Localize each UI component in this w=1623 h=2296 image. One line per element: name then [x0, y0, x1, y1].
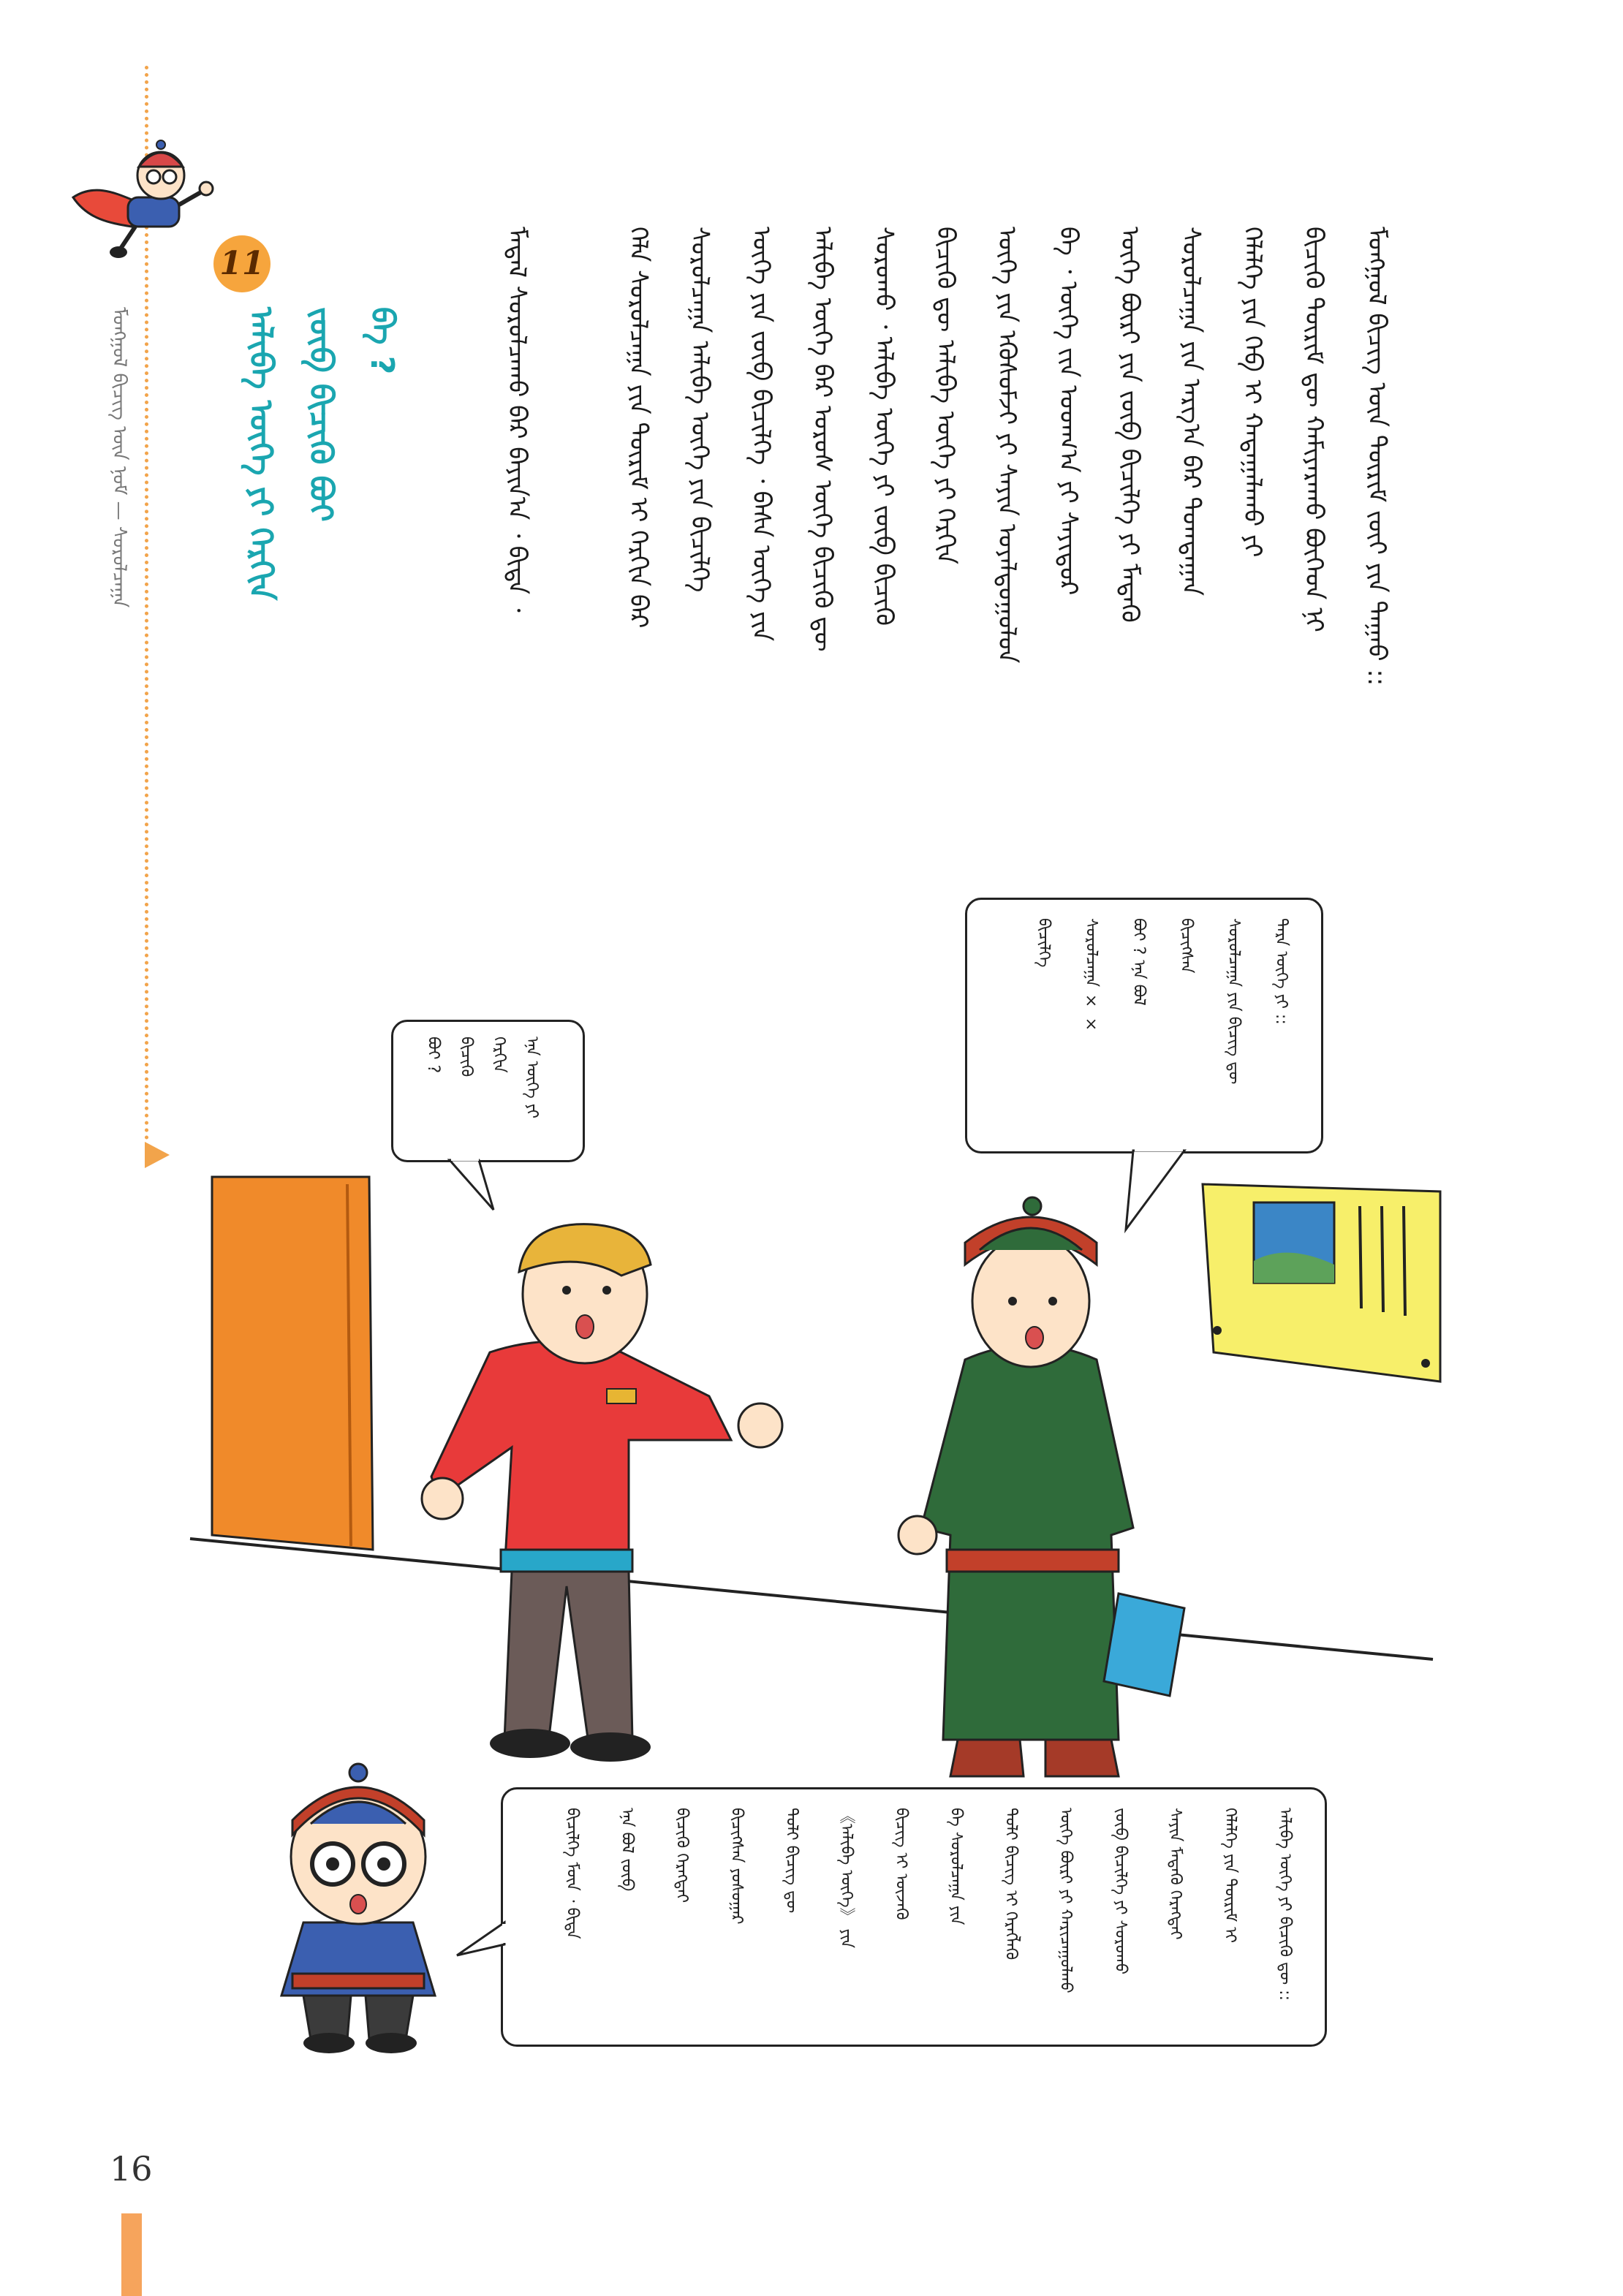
bubble-tail — [1119, 1149, 1199, 1237]
page-tab-marker — [121, 2213, 142, 2296]
lesson-title-line-1: ᠠᠯᠢᠪᠠ ᠦᠭᠡ ᠶᠢ ᠬᠡᠷᠬᠢᠨ — [242, 307, 279, 601]
bubble-line: ᠬᠡᠯᠡᠯᠭᠡ ᠶᠢᠨ ᠳᠦᠷᠢᠮ ᠢ — [1221, 1808, 1239, 1944]
bubble-tail — [453, 1915, 506, 1974]
speech-bubble-bottom — [501, 1787, 1327, 2047]
bubble-line: ᠪᠤᠢ ? — [424, 1037, 442, 1074]
bubble-line: ᠪᠢᠴᠢᠭᠰᠡᠨ — [1177, 918, 1195, 974]
body-column: ᠦᠭᠡ ᠪᠦᠷᠢ ᠶᠢᠨ ᠵᠥᠪ ᠪᠢᠴᠢᠯᠭᠡ ᠶᠢ ᠮᠡᠳᠡᠬᠦ — [1115, 227, 1144, 623]
lesson-title-line-3: ᠪᠡ ? — [363, 307, 401, 375]
body-column: ᠰᠤᠷᠤᠯᠴᠠᠭᠠ ᠠᠯᠢᠪᠠ ᠦᠭᠡ ᠶᠢᠨ ᠪᠢᠴᠢᠯᠭᠡ — [685, 227, 714, 593]
bubble-line: ᠰᠤᠷᠤᠯᠴᠠᠭᠠ × × — [1082, 918, 1100, 1034]
body-column: ᠪᠠ ᠂ ᠦᠭᠡ ᠵᠢᠨ ᠤᠳᠬ᠎ᠠ ᠶᠢ ᠰᠠᠶᠢᠲᠤᠷ — [1053, 227, 1083, 596]
bubble-line: ᠲᠣᠯᠢ ᠪᠢᠴᠢᠭ ᠢ ᠬᠡᠷᠡᠭᠯᠡᠬᠦ — [1002, 1808, 1020, 1960]
bubble-line: ᠬᠡᠷᠬᠢᠨ — [490, 1037, 508, 1073]
bubble-line: ᠲᠣᠯᠢ ᠪᠢᠴᠢᠭ ᠳᠦ — [782, 1808, 801, 1914]
speech-bubble-right — [965, 898, 1323, 1153]
bubble-line: ᠡᠨᠡ ᠪᠣᠯ ᠵᠥᠪ — [618, 1808, 636, 1892]
bubble-line: ᠰᠠᠶᠢᠨ ᠮᠡᠳᠡᠬᠦ ᠬᠡᠷᠡᠭᠲᠡᠢ — [1166, 1808, 1184, 1940]
body-column: ᠦᠭᠡ ᠶᠢᠨ ᠡᠭᠦᠰᠦᠮᠵᠢ ᠶᠢ ᠰᠠᠶᠢᠨ ᠤᠶᠠᠯᠳᠤᠭᠤᠯᠤᠨ — [992, 227, 1021, 664]
body-column: ᠰᠤᠷᠤᠯᠴᠠᠭᠠ ᠶᠢᠨ ᠠᠷᠭ᠎ᠠ ᠪᠠᠷ ᠲᠣᠭᠲᠠᠭᠠᠨ — [1176, 227, 1206, 596]
body-column: ᠦᠭᠡ ᠶᠢᠨ ᠵᠥᠪ ᠪᠢᠴᠢᠯᠭᠡ ᠂ ᠪᠠᠰᠠ ᠦᠭᠡ ᠶᠢᠨ — [746, 227, 776, 642]
bubble-line: ᠪᠠ ᠰᠤᠷᠤᠯᠴᠠᠭᠠ ᠶᠢᠨ — [947, 1808, 965, 1925]
body-column: ᠬᠡᠯᠡᠯᠭᠡ ᠶᠢᠨ ᠬᠡᠪ ᠢ ᠬᠠᠳᠠᠭᠠᠯᠠᠬᠤ ᠶᠢ — [1238, 227, 1267, 558]
bubble-line: ᠵᠥᠪ ᠪᠢᠴᠢᠯᠭᠡ ᠶᠢ ᠰᠤᠷᠤᠬᠤ — [1111, 1808, 1130, 1975]
boy-with-glasses-icon — [260, 1754, 457, 2061]
bubble-tail — [439, 1159, 512, 1217]
bubble-line: ᠠᠯᠢᠪᠠ ᠦᠭᠡ ᠶᠢ ᠪᠢᠴᠢᠬᠦ ᠳᠦ :: — [1276, 1808, 1294, 2001]
scene-illustration — [197, 1162, 1455, 1776]
body-column: ᠰᠤᠷᠤᠬᠤ ᠂ ᠠᠯᠢᠪᠠ ᠦᠭᠡ ᠶᠢ ᠵᠥᠪ ᠪᠢᠴᠢᠬᠦ — [869, 227, 898, 626]
bubble-line: ᠦᠭᠡ ᠪᠦᠷᠢ ᠶᠢ ᠬᠠᠷᠢᠴᠠᠭᠤᠯᠬᠤ — [1056, 1808, 1075, 1993]
body-column: ᠮᠡᠳᠡᠯ ᠰᠤᠷᠤᠯᠴᠠᠬᠤ ᠪᠡᠷ ᠪᠠᠶᠢᠨ᠎ᠠ ᠂ ᠪᠢᠳᠡ ᠂ — [502, 227, 531, 613]
bubble-line: ᠪᠤᠢ ? ᠡᠨᠡ ᠪᠣᠯ — [1130, 918, 1148, 1006]
divider-arrow-icon — [145, 1142, 170, 1168]
body-column: ᠬᠡᠯᠡ ᠰᠤᠷᠤᠯᠴᠠᠭᠠ ᠶᠢᠨ ᠳᠦᠷᠢᠮ ᠢ ᠬᠡᠷᠬᠢᠨ ᠪᠠᠷ — [624, 227, 653, 629]
page-number: 16 — [110, 2149, 153, 2189]
bubble-line: ᠰᠤᠷᠤᠯᠴᠠᠭᠠ ᠶᠢᠨ ᠪᠢᠴᠢᠭ ᠳᠦ — [1225, 918, 1243, 1085]
bubble-line: ᠪᠢᠴᠢᠭ ᠢ ᠦᠵᠡᠬᠦ — [892, 1808, 910, 1920]
lesson-title-line-2: ᠵᠥᠪ ᠪᠢᠴᠢᠬᠦ ᠪᠤᠢ — [302, 307, 339, 522]
body-column: ᠮᠣᠩᠭᠣᠯ ᠪᠢᠴᠢᠭ ᠦᠨ ᠳᠦᠷᠢᠮ ᠵᠦᠢ ᠶᠢᠨ ᠳᠠᠭᠠᠤ :: — [1362, 227, 1391, 686]
bubble-line: ᠪᠢᠴᠢᠭᠰᠡᠨ ᠶᠣᠰᠣᠭᠠᠷ — [727, 1808, 746, 1925]
bubble-line: ᠪᠢᠴᠢᠬᠦ — [457, 1037, 475, 1077]
flying-mascot-icon — [66, 132, 219, 270]
body-column: ᠪᠢᠴᠢᠬᠦ ᠳᠦ ᠠᠯᠢᠪᠠ ᠦᠭᠡ ᠶᠢ ᠬᠡᠷᠬᠢᠨ — [931, 227, 960, 565]
man-in-green-robe-icon — [877, 1184, 1199, 1784]
bubble-line: ᠲᠡᠷᠡ ᠦᠭᠡ ᠶᠢ :: — [1272, 918, 1290, 1025]
bubble-line: ᠡᠨᠡ ᠦᠭᠡ ᠶᠢ — [523, 1037, 541, 1119]
body-column: ᠪᠢᠴᠢᠬᠦ ᠳᠦᠷᠢᠮ ᠳᠦ ᠬᠠᠮᠢᠶᠠᠷᠠᠬᠤ ᠪᠥᠭᠡᠳ ᠨᠢ — [1299, 227, 1328, 632]
speech-bubble-left — [391, 1020, 585, 1162]
bubble-line: 《ᠠᠯᠢᠪᠠ ᠦᠭᠡ》 ᠶᠢᠨ — [837, 1808, 855, 1949]
man-in-red-shirt-icon — [409, 1206, 804, 1762]
lesson-number-badge: 11 — [213, 235, 270, 292]
bubble-line: ᠪᠢᠴᠢᠯᠭᠡ — [1034, 918, 1053, 968]
body-column: ᠠᠯᠢᠪᠠ ᠦᠭᠡ ᠪᠡᠷ ᠣᠷᠣᠰ ᠦᠭᠡ ᠪᠢᠴᠢᠬᠦ ᠳᠦ — [808, 227, 837, 652]
bubble-line: ᠪᠢᠴᠢᠯᠭᠡ ᠮᠥᠨ ᠂ ᠪᠢᠳᠡ — [563, 1808, 581, 1939]
bubble-line: ᠪᠢᠴᠢᠬᠦ ᠬᠡᠷᠡᠭᠲᠡᠢ — [673, 1808, 691, 1903]
running-header: ᠮᠣᠩᠭᠣᠯ ᠪᠢᠴᠢᠭ ᠦᠨ ᠨᠣᠮ — ᠰᠤᠷᠤᠯᠴᠠᠭᠠ — [108, 307, 130, 608]
